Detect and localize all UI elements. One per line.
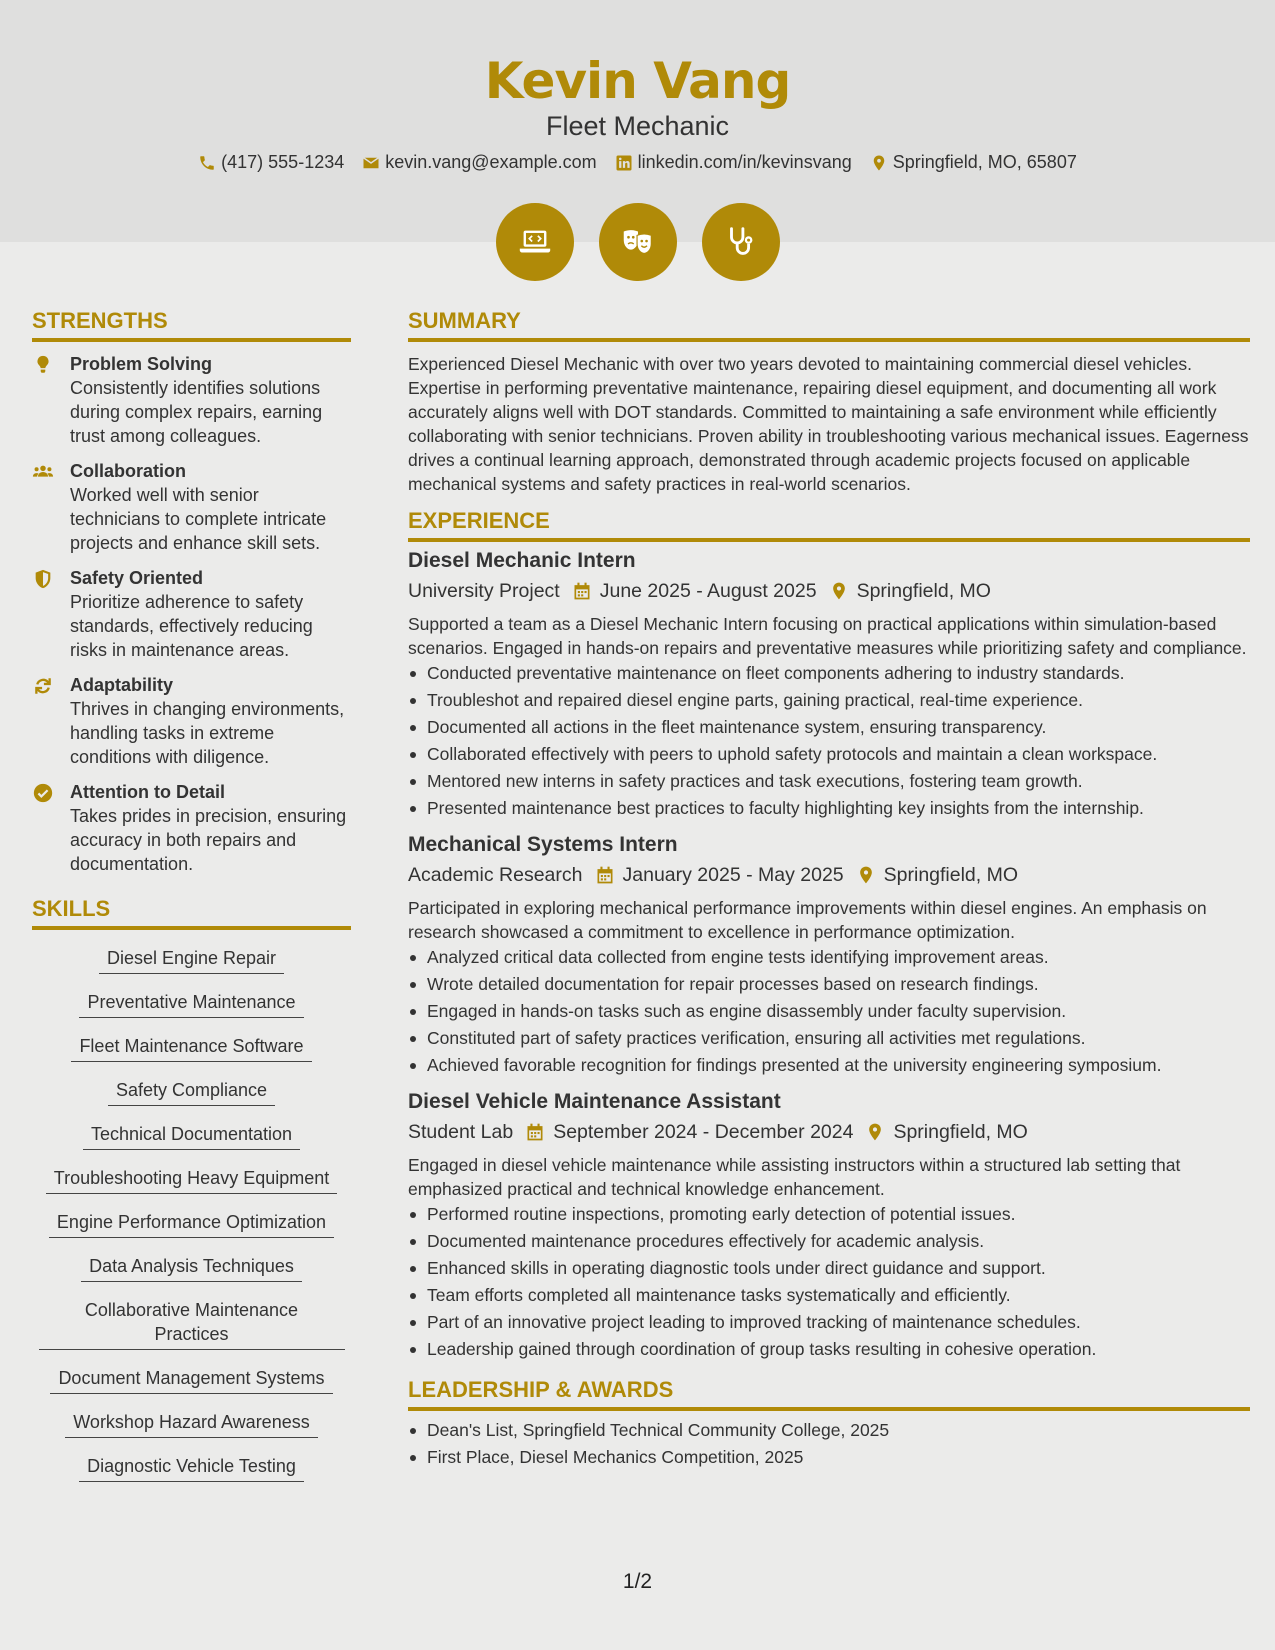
list-item: Documented maintenance procedures effectively for academic analysis. [408, 1228, 1250, 1255]
location-pin-icon [856, 865, 876, 885]
skill-item: Data Analysis Techniques [81, 1254, 302, 1282]
phone-icon [198, 154, 216, 172]
skill-item: Document Management Systems [50, 1366, 332, 1394]
job-description: Engaged in diesel vehicle maintenance while assisting instructors within a structured lab setting that emphasized practical and technical knowledge enhancement. [408, 1155, 1181, 1199]
theater-masks-icon [619, 223, 657, 261]
skill-item: Fleet Maintenance Software [71, 1034, 311, 1062]
job-description: Participated in exploring mechanical performance improvements within diesel engines. An emphasis on research showcased a commitment to excellence in performance optimization. [408, 898, 1207, 942]
skills-list [32, 946, 351, 1498]
shield-icon [32, 568, 54, 590]
list-item: Engaged in hands-on tasks such as engine disassembly under faculty supervision. [408, 998, 1250, 1025]
contact-linkedin[interactable] [615, 152, 852, 173]
experience-entry [408, 832, 1250, 1079]
strength-name: Collaboration [70, 461, 186, 481]
job-role: Diesel Mechanic Intern [408, 549, 636, 572]
linkedin-icon [615, 154, 633, 172]
candidate-name: Kevin Vang [484, 52, 791, 110]
job-role: Diesel Vehicle Maintenance Assistant [408, 1090, 781, 1113]
list-item: Part of an innovative project leading to improved tracking of maintenance schedules. [408, 1309, 1250, 1336]
sync-icon [32, 675, 54, 697]
skill-item: Collaborative Maintenance Practices [39, 1298, 345, 1350]
list-item: Leadership gained through coordination of group tasks resulting in cohesive operation. [408, 1336, 1250, 1363]
envelope-icon [362, 154, 380, 172]
job-location: Springfield, MO [893, 1121, 1028, 1143]
calendar-icon [572, 581, 592, 601]
job-description: Supported a team as a Diesel Mechanic Intern focusing on practical applications within simulation-based scenarios. Engaged in hands-on repairs and preventative measures while prioritizing safety and compliance. [408, 614, 1247, 658]
contact-bar [0, 152, 1275, 173]
list-item: First Place, Diesel Mechanics Competition, 2025 [408, 1444, 1250, 1471]
stethoscope-icon [722, 223, 760, 261]
skill-item: Preventative Maintenance [79, 990, 303, 1018]
hobby-icons [0, 203, 1275, 281]
strength-name: Problem Solving [70, 354, 213, 374]
summary-text: Experienced Diesel Mechanic with over two years devoted to maintaining commercial diesel vehicles. Expertise in performing preventative maintenance, repairing diesel equipment, and documenting all work accurately aligns well with DOT standards. Committed to maintaining a safe environment while efficiently collaborating with senior technicians. Proven ability in troubleshooting various mechanical issues. Eagerness drives a continual learning approach, demonstrated through academic projects focused on applicable mechanical systems and safety practices in real-world scenarios. [408, 354, 1249, 494]
contact-email[interactable] [362, 152, 596, 173]
list-item: Conducted preventative maintenance on fleet components adhering to industry standards. [408, 660, 1250, 687]
summary-heading: SUMMARY [408, 308, 1250, 342]
list-item: Constituted part of safety practices verification, ensuring all activities met regulations. [408, 1025, 1250, 1052]
strength-item [32, 459, 351, 555]
location-pin-icon [829, 581, 849, 601]
job-role: Mechanical Systems Intern [408, 833, 678, 856]
candidate-title: Fleet Mechanic [545, 111, 730, 141]
job-dates: January 2025 - May 2025 [622, 864, 844, 886]
list-item: Troubleshot and repaired diesel engine parts, gaining practical, real-time experience. [408, 687, 1250, 714]
job-org: University Project [408, 580, 560, 602]
list-item: Collaborated effectively with peers to uphold safety protocols and maintain a clean workspace. [408, 741, 1250, 768]
users-icon [32, 461, 54, 483]
awards-list [408, 1417, 1250, 1471]
hobby-badge-coding [496, 203, 574, 281]
job-location: Springfield, MO [883, 864, 1019, 886]
job-bullets [408, 944, 1250, 1079]
job-meta [408, 860, 1250, 890]
list-item: Mentored new interns in safety practices and task executions, fostering team growth. [408, 768, 1250, 795]
strength-name: Adaptability [70, 675, 174, 695]
strengths-heading: STRENGTHS [32, 308, 351, 342]
skill-item: Safety Compliance [108, 1078, 275, 1106]
strength-desc: Worked well with senior technicians to complete intricate projects and enhance skill sets. [70, 485, 327, 553]
contact-linkedin-text: linkedin.com/in/kevinsvang [637, 152, 852, 172]
contact-location [870, 152, 1077, 173]
list-item: Documented all actions in the fleet maintenance system, ensuring transparency. [408, 714, 1250, 741]
experience-entry [408, 548, 1250, 822]
list-item: Analyzed critical data collected from engine tests identifying improvement areas. [408, 944, 1250, 971]
contact-phone-text: (417) 555-1234 [221, 152, 345, 172]
lightbulb-icon [32, 354, 54, 376]
strength-desc: Thrives in changing environments, handling tasks in extreme conditions with diligence. [70, 699, 345, 767]
hobby-badge-medical [702, 203, 780, 281]
job-meta [408, 576, 1250, 606]
list-item: Dean's List, Springfield Technical Community College, 2025 [408, 1417, 1250, 1444]
left-column [32, 308, 351, 1498]
experience-heading: EXPERIENCE [408, 508, 1250, 542]
skill-item: Technical Documentation [83, 1122, 300, 1150]
job-org: Academic Research [408, 864, 583, 886]
job-bullets [408, 660, 1250, 822]
contact-phone[interactable] [198, 152, 344, 173]
location-pin-icon [865, 1122, 885, 1142]
job-location: Springfield, MO [856, 580, 991, 602]
list-item: Team efforts completed all maintenance tasks systematically and efficiently. [408, 1282, 1250, 1309]
hobby-badge-theater [599, 203, 677, 281]
list-item: Presented maintenance best practices to faculty highlighting key insights from the internship. [408, 795, 1250, 822]
skill-item: Troubleshooting Heavy Equipment [46, 1166, 338, 1194]
job-dates: September 2024 - December 2024 [553, 1121, 854, 1143]
experience-entry [408, 1089, 1250, 1363]
calendar-icon [525, 1122, 545, 1142]
job-meta [408, 1117, 1250, 1147]
strength-item [32, 780, 351, 876]
page-number: 1/2 [622, 1570, 653, 1593]
check-circle-icon [32, 782, 54, 804]
contact-location-text: Springfield, MO, 65807 [892, 152, 1077, 172]
list-item: Wrote detailed documentation for repair processes based on research findings. [408, 971, 1250, 998]
skill-item: Diesel Engine Repair [99, 946, 284, 974]
strength-desc: Takes prides in precision, ensuring accuracy in both repairs and documentation. [70, 806, 347, 874]
skill-item: Workshop Hazard Awareness [65, 1410, 317, 1438]
job-org: Student Lab [408, 1121, 514, 1143]
strength-name: Attention to Detail [70, 782, 225, 802]
list-item: Enhanced skills in operating diagnostic tools under direct guidance and support. [408, 1255, 1250, 1282]
list-item: Achieved favorable recognition for findings presented at the university engineering symposium. [408, 1052, 1250, 1079]
strength-item [32, 352, 351, 448]
calendar-icon [595, 865, 615, 885]
strength-item [32, 566, 351, 662]
strength-name: Safety Oriented [70, 568, 204, 588]
right-column [408, 308, 1250, 1471]
job-dates: June 2025 - August 2025 [599, 580, 817, 602]
location-pin-icon [870, 154, 888, 172]
strength-item [32, 673, 351, 769]
strength-desc: Prioritize adherence to safety standards, effectively reducing risks in maintenance areas. [70, 592, 313, 660]
skills-heading: SKILLS [32, 896, 351, 930]
contact-email-text: kevin.vang@example.com [385, 152, 597, 172]
laptop-code-icon [516, 223, 554, 261]
strength-desc: Consistently identifies solutions during complex repairs, earning trust among colleagues. [70, 378, 323, 446]
job-bullets [408, 1201, 1250, 1363]
awards-heading: LEADERSHIP & AWARDS [408, 1377, 1250, 1411]
list-item: Performed routine inspections, promoting early detection of potential issues. [408, 1201, 1250, 1228]
skill-item: Diagnostic Vehicle Testing [79, 1454, 304, 1482]
skill-item: Engine Performance Optimization [49, 1210, 334, 1238]
